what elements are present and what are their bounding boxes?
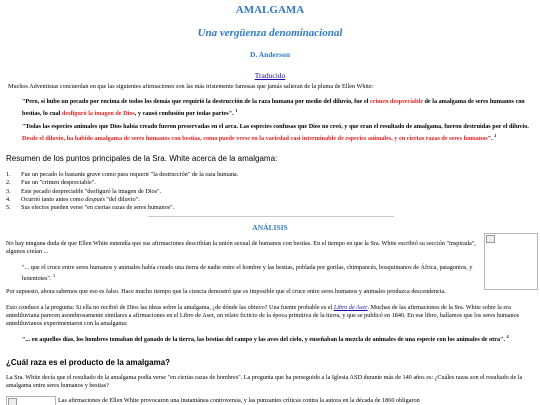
author-name: D. Anderson — [249, 50, 290, 59]
footnote-ref-2[interactable]: 2 — [494, 133, 497, 138]
section-paragraph-1: La Sra. White decía que el resultado de la amalgama podía verse "en ciertas razas de hombres". La pregunta que ha perseguido a la Iglesia ASD durante más de 140 años es: ¿Cuáles razas son el resultado de la amalgama entre seres humanos y bestias? — [6, 374, 523, 389]
list-item: 3. Este pecado despreciable "desfiguró la imagen de Dios". — [6, 187, 162, 195]
footnote-ref-4[interactable]: 4 — [506, 334, 509, 339]
quote-2-text-c: ". — [487, 135, 493, 143]
summary-heading: Resumen de los puntos principales de la Sra. White acerca de la amalgama: — [6, 154, 278, 163]
quote-1-text-c: , y causó confusión por todas partes". — [134, 110, 234, 118]
image-placeholder — [484, 233, 538, 290]
analysis-paragraph-2: Por supuesto, ahora sabemos que eso es falso. Hace mucho tiempo que la ciencia demostró que es imposible que el cruce entre seres humanos y animales produzca descendencia. — [6, 288, 446, 295]
quote-3: "... que el cruce entre seres humanos y animales había creado una tierra de nadie entre el hombre y las bestias, poblada por gorilas, chimpancés, bosquimanos de África, patagonios, y hotentotes". $^3$ — [22, 264, 473, 283]
section-paragraph-2: Las afirmaciones de Ellen White provocaron una instantánea controversia, y las punzantes críticas contra la autora en la década de 1860 obligaron — [58, 397, 420, 404]
page-title: AMALGAMA — [235, 4, 305, 16]
analysis-paragraph-3: Esto conduce a la pregunta: Si ella no recibió de Dios las ideas sobre la amalgama, ¿de dónde las obtuvo? Una fuente probable es el Libro de Aser. Muchas de las afirmaciones de la Sra. White sobre la era antediluviana parecen asombrosamente similares a afirmaciones en el Libro de Aser, un relato ficticio de la época primitiva de la tierra, y que se publicó en 1840. En ese libro, hallamos que los seres humanos antediluvianos experimentaron con la amalgama: — [6, 304, 520, 327]
analysis-heading: ANÁLISIS — [252, 223, 288, 232]
quote-2-highlight: Desde el diluvio, ha habido amalgama de seres humanos con bestias, como puede verse en la variedad casi interminable de especies animales, y en ciertas razas de seres humanos — [22, 135, 488, 143]
list-item: 1. Fue un pecado lo bastante grave como para requerir "la destrucción" de la raza humana. — [6, 171, 239, 178]
section-heading: ¿Cuál raza es el producto de la amalgama? — [6, 358, 171, 367]
footnote-ref-1[interactable]: 1 — [235, 108, 238, 113]
quote-1 — [22, 97, 534, 118]
broken-image-icon — [486, 235, 495, 243]
quote-2 — [22, 122, 534, 143]
list-item: 5. Sus efectos pueden verse "en ciertas razas de seres humanos". — [6, 204, 175, 212]
translated-link[interactable]: Traducido — [254, 71, 286, 80]
quote-1-highlight-2: desfiguró la imagen de Dios — [61, 110, 135, 118]
footnote-ref-3[interactable]: 3 — [53, 273, 56, 278]
page-subtitle: Una vergüenza denominacional — [197, 27, 343, 39]
intro-paragraph: Muchos Adventistas concuerdan en que las siguientes afirmaciones son las más tristemente famosas que jamás salieran de la pluma de Ellen White: — [8, 83, 374, 90]
quote-4: "... en aquellos días, los hombres tomaban del ganado de la tierra, las bestias del campo y las aves del cielo, y enseñaban la mezcla de animales de una especie con los animales de otra". $^4$ — [22, 334, 509, 344]
quote-1-text-b: de la amalgama de seres humanos con bestias, lo cual — [22, 98, 525, 118]
divider — [148, 216, 394, 217]
header — [0, 4, 540, 83]
image-placeholder — [6, 396, 56, 405]
list-item: 2. Fue un "crimen despreciable". — [6, 179, 96, 187]
analysis-paragraph-1: No hay ninguna duda de que Ellen White entendía que sus afirmaciones describían la unión sexual de humanos con bestias. En el tiempo en que la Sra. White escribió su sección "inspirada", algunos creían ... — [6, 240, 476, 255]
book-of-aser-link[interactable]: Libro de Aser — [333, 304, 368, 311]
quote-1-highlight-1: crimen despreciable — [369, 98, 423, 105]
summary-list — [6, 171, 238, 212]
quote-1-text-a: "Pero, si hubo un pecado por encima de todos los demás que requirió la destrucción de la raza humana por medio del diluvio, fue el — [22, 98, 370, 105]
broken-image-icon — [8, 398, 17, 405]
list-item: 4. Ocurrió tanto antes como después "del diluvio". — [6, 195, 140, 203]
quote-2-text-a: "Todas las especies animales que Dios había creado fueron preservadas en el arca. Las especies confusas que Dios no creó, y que eran el resultado de amalgama, fueron destruidas por el diluvio. — [22, 123, 529, 130]
